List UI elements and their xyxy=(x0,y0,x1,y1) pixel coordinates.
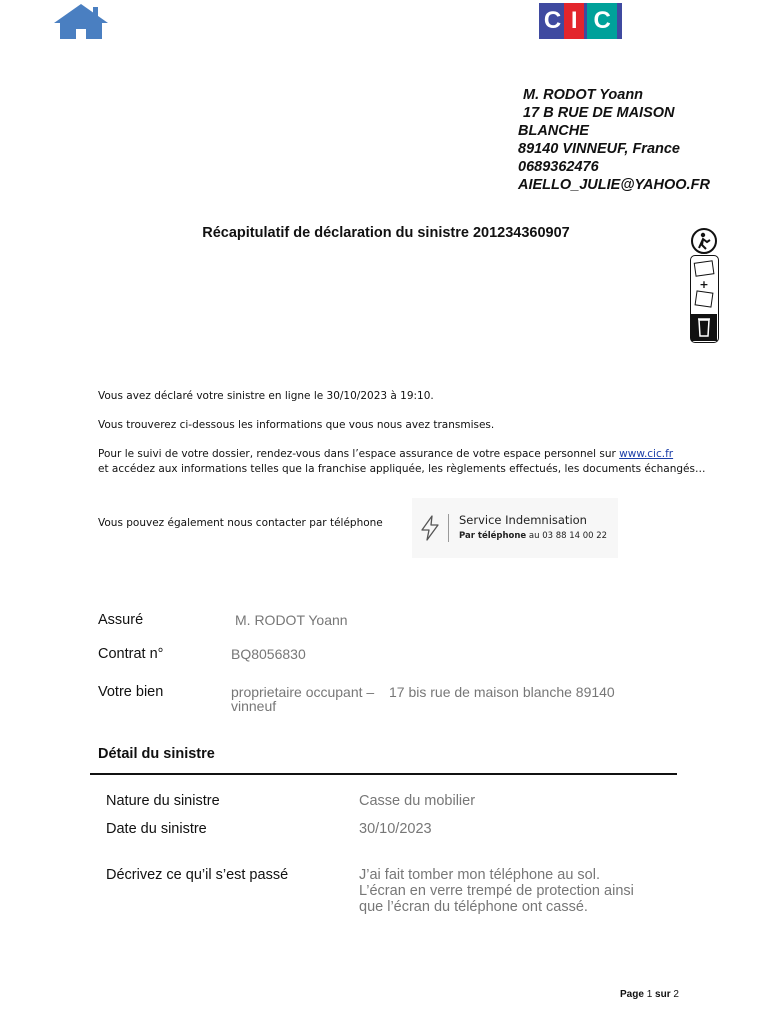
sorting-icon xyxy=(690,255,719,343)
recipient-address xyxy=(518,86,758,194)
bien-value-line2: vinneuf xyxy=(231,698,277,714)
description-line-3: que l’écran du téléphone ont cassé. xyxy=(359,899,588,915)
nature-label: Nature du sinistre xyxy=(106,793,220,809)
page-number: Page 1 sur 2 xyxy=(620,989,679,1000)
bien-value-prefix: proprietaire occupant – xyxy=(231,684,375,700)
lightning-icon xyxy=(420,515,440,541)
service-phone: Par téléphone au 03 88 14 00 22 xyxy=(459,531,608,541)
service-indemnisation-card xyxy=(412,498,618,558)
recipient-email: AIELLO_JULIE@YAHOO.FR xyxy=(518,177,710,193)
recycle-person-icon xyxy=(690,228,718,254)
contrat-value: BQ8056830 xyxy=(231,646,306,662)
svg-text:+: + xyxy=(699,278,709,291)
logo-letter-i: I xyxy=(564,3,584,39)
service-divider xyxy=(448,514,449,542)
cic-link[interactable]: www.cic.fr xyxy=(619,448,674,460)
below-text: Vous trouverez ci-dessous les informations que vous nous avez transmises. xyxy=(98,419,495,431)
recipient-city: 89140 VINNEUF, France xyxy=(518,141,680,157)
assure-label: Assuré xyxy=(98,612,144,628)
bien-value-address: 17 bis rue de maison blanche 89140 xyxy=(389,684,615,700)
description-label: Décrivez ce qu’il s’est passé xyxy=(106,867,289,883)
description-line-1: J’ai fait tomber mon téléphone au sol. xyxy=(359,867,600,883)
declared-text: Vous avez déclaré votre sinistre en ligne le 30/10/2023 à 19:10. xyxy=(98,390,434,402)
followup-line2: et accédez aux informations telles que la franchise appliquée, les règlements effectués, les documents échangés… xyxy=(98,463,706,475)
recipient-phone: 0689362476 xyxy=(518,159,599,175)
recipient-name: M. RODOT Yoann xyxy=(523,87,644,103)
home-icon[interactable] xyxy=(52,3,110,40)
date-value: 30/10/2023 xyxy=(359,821,432,837)
contact-text: Vous pouvez également nous contacter par téléphone xyxy=(98,517,383,529)
bank-logo xyxy=(539,3,622,39)
followup-text xyxy=(98,447,738,477)
nature-value: Casse du mobilier xyxy=(359,793,476,809)
service-title: Service Indemnisation xyxy=(459,513,587,527)
date-label: Date du sinistre xyxy=(106,821,207,837)
detail-section-title: Détail du sinistre xyxy=(98,746,215,762)
description-line-2: L’écran en verre trempé de protection ainsi xyxy=(359,883,634,899)
contrat-label: Contrat n° xyxy=(98,646,164,662)
logo-letter-c2: C xyxy=(587,3,617,39)
assure-value: M. RODOT Yoann xyxy=(235,612,348,628)
recipient-street-2: BLANCHE xyxy=(518,123,589,139)
logo-letter-c: C xyxy=(543,7,562,34)
bien-label: Votre bien xyxy=(98,684,164,700)
followup-prefix: Pour le suivi de votre dossier, rendez-vous dans l’espace assurance de votre espace personnel sur xyxy=(98,448,620,460)
description-value xyxy=(359,867,634,915)
recipient-street: 17 B RUE DE MAISON xyxy=(519,105,675,121)
page-title: Récapitulatif de déclaration du sinistre 201234360907 xyxy=(202,225,570,241)
section-divider xyxy=(90,773,677,775)
